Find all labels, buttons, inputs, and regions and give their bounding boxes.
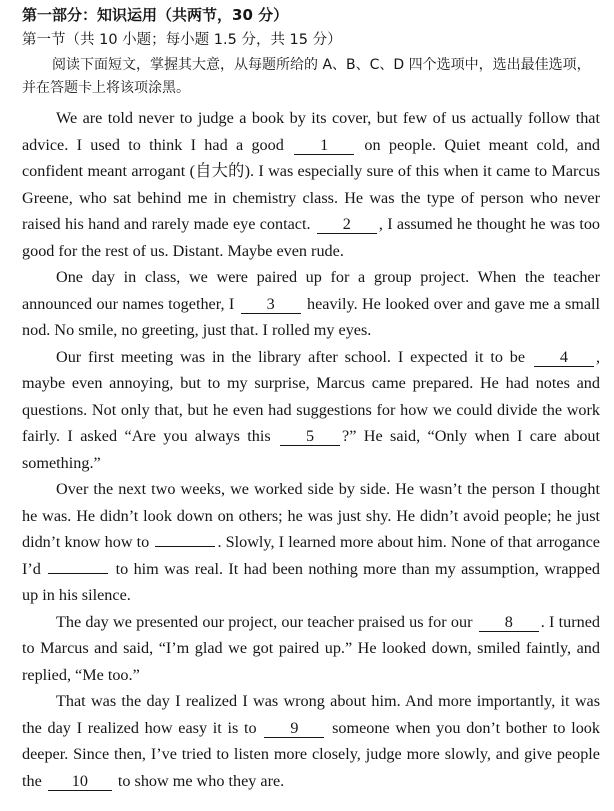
passage-text: . Slowly, I learned more about him. None of that arrogance I’d <box>22 533 600 578</box>
section-heading: 第一节（共 10 小题；每小题 1.5 分，共 15 分） <box>22 32 342 48</box>
blank-7[interactable] <box>48 573 108 574</box>
part-heading: 第一部分：知识运用（共两节，30 分） <box>22 6 289 24</box>
passage-text: heavily. He looked over and gave me a small nod. No smile, no greeting, just that. I rolled my eyes. <box>22 294 601 339</box>
paragraph-5 <box>22 609 600 689</box>
paragraph-3 <box>22 344 600 477</box>
blank-8[interactable]: 8 <box>479 614 539 632</box>
blank-6[interactable] <box>155 546 215 547</box>
passage-text: someone when you don’t bother to look deeper. Since then, I’ve tried to listen more closely, judge more slowly, and give people the <box>22 718 600 790</box>
passage-text: on people. Quiet meant cold, and confident meant arrogant (自大的). I was especially sure of this when it came to Marcus Greene, who sat behind me in chemistry class. He was the type of person who never raised his hand and rarely made eye contact. <box>22 135 601 233</box>
blank-10[interactable]: 10 <box>48 773 112 791</box>
passage-text: to him was real. It had been nothing more than my assumption, wrapped up in his silence. <box>22 559 600 604</box>
passage-text: , maybe even annoying, but to my surprise, Marcus came prepared. He had notes and questions. Not only that, but he even had suggestions for how we could divide the work fairly. I asked “Are you always this <box>22 347 600 445</box>
blank-1[interactable]: 1 <box>294 137 354 155</box>
paragraph-4 <box>22 476 600 609</box>
blank-9[interactable]: 9 <box>264 720 324 738</box>
blank-4[interactable]: 4 <box>534 349 594 367</box>
blank-3[interactable]: 3 <box>241 296 301 314</box>
passage-text: That was the day I realized I was wrong about him. And more importantly, it was the day I realized how easy it is to <box>22 692 600 737</box>
passage-text: One day in class, we were paired up for a group project. When the teacher announced our names together, I <box>22 268 600 313</box>
instructions: 阅读下面短文，掌握其大意，从每题所给的 A、B、C、D 四个选项中，选出最佳选项，并在答题卡上将该项涂黑。 <box>22 57 591 96</box>
blank-5[interactable]: 5 <box>280 428 340 446</box>
passage-text: ?” He said, “Only when I care about something.” <box>22 427 600 472</box>
passage-text: , I assumed he thought he was too good for the rest of us. Distant. Maybe even rude. <box>22 215 601 260</box>
paragraph-2 <box>22 264 600 344</box>
paragraph-1 <box>22 105 600 264</box>
passage-text: Our first meeting was in the library after school. I expected it to be <box>56 347 526 366</box>
passage-text: We are told never to judge a book by its cover, but few of us actually follow that advice. I used to think I had a good <box>22 109 600 154</box>
cloze-passage <box>22 105 600 794</box>
passage-text: The day we presented our project, our teacher praised us for our <box>56 612 473 631</box>
paragraph-6 <box>22 688 600 794</box>
passage-text: . I turned to Marcus and said, “I’m glad we got paired up.” He looked down, smiled faintly, and replied, “Me too.” <box>22 612 600 684</box>
passage-text: Over the next two weeks, we worked side by side. He wasn’t the person I thought he was. He didn’t look down on others; he was just shy. He didn’t avoid people; he just didn’t know how to <box>22 480 600 551</box>
passage-text: to show me who they are. <box>117 771 285 790</box>
blank-2[interactable]: 2 <box>317 216 377 234</box>
